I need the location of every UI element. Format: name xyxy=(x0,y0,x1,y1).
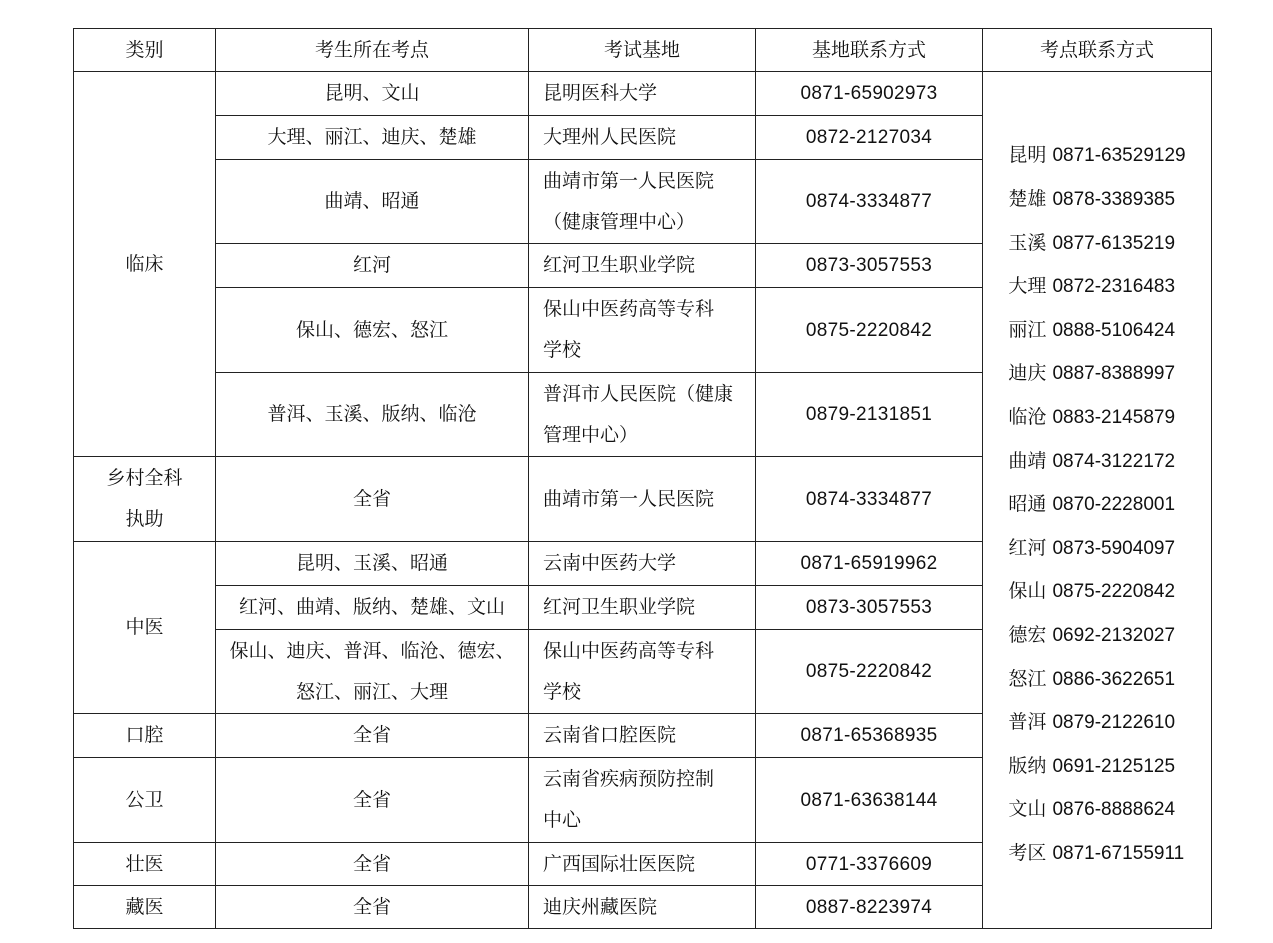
site-contact-phone: 0879-2122610 xyxy=(1052,712,1176,734)
base-phone-cell: 0871-65368935 xyxy=(756,714,983,758)
site-contact-phone: 0872-2316483 xyxy=(1052,276,1176,298)
site-contact-city: 保山 xyxy=(1008,580,1047,603)
header-base-contact: 基地联系方式 xyxy=(756,29,983,72)
base-phone-cell: 0875-2220842 xyxy=(756,630,983,714)
site-contact-line xyxy=(1008,701,1185,745)
category-line: 乡村全科 xyxy=(106,467,183,489)
site-contact-city: 文山 xyxy=(1008,798,1047,821)
site-contact-phone: 0887-8388997 xyxy=(1052,363,1176,385)
site-contact-city: 曲靖 xyxy=(1008,449,1047,472)
site-cell: 全省 xyxy=(216,714,529,758)
base-cell xyxy=(529,160,756,244)
site-cell: 曲靖、昭通 xyxy=(216,160,529,244)
site-contact-city: 玉溪 xyxy=(1008,231,1047,254)
site-cell: 保山、德宏、怒江 xyxy=(216,288,529,373)
header-site-contact: 考点联系方式 xyxy=(983,29,1212,72)
site-contact-city: 昭通 xyxy=(1008,493,1047,516)
category-cell: 藏医 xyxy=(74,886,216,929)
site-contact-phone: 0888-5106424 xyxy=(1052,319,1176,341)
site-cell: 昆明、文山 xyxy=(216,72,529,116)
site-contact-city: 楚雄 xyxy=(1008,188,1047,211)
base-phone-cell: 0873-3057553 xyxy=(756,244,983,288)
site-line: 怒江、丽江、大理 xyxy=(295,680,448,703)
site-contact-phone: 0878-3389385 xyxy=(1052,189,1176,211)
base-line: 管理中心） xyxy=(543,423,639,446)
site-cell: 大理、丽江、迪庆、楚雄 xyxy=(216,116,529,160)
site-contact-city: 德宏 xyxy=(1008,623,1047,646)
site-contact-line xyxy=(1008,396,1185,440)
site-contact-phone: 0883-2145879 xyxy=(1052,407,1176,429)
site-cell xyxy=(216,630,529,714)
site-contact-line xyxy=(1008,352,1185,396)
site-contact-city: 昆明 xyxy=(1008,144,1047,167)
base-cell: 大理州人民医院 xyxy=(529,116,756,160)
site-cell: 红河 xyxy=(216,244,529,288)
base-line: 中心 xyxy=(543,809,582,831)
base-cell: 云南省口腔医院 xyxy=(529,714,756,758)
site-contact-line xyxy=(1008,788,1185,832)
site-contact-phone: 0875-2220842 xyxy=(1052,581,1176,603)
site-contact-city: 版纳 xyxy=(1008,754,1047,777)
site-contact-line xyxy=(1008,440,1185,484)
site-contact-phone: 0873-5904097 xyxy=(1052,537,1176,559)
site-contact-line xyxy=(1008,527,1185,571)
site-contact-phone: 0871-67155911 xyxy=(1052,842,1185,864)
site-contact-city: 丽江 xyxy=(1008,318,1047,341)
site-contact-city: 大理 xyxy=(1008,275,1047,298)
category-cell: 公卫 xyxy=(74,758,216,843)
base-phone-cell: 0879-2131851 xyxy=(756,373,983,457)
site-line: 保山、迪庆、普洱、临沧、德宏、 xyxy=(229,639,515,662)
site-contact-line xyxy=(1008,570,1185,614)
site-contact-phone: 0877-6135219 xyxy=(1052,232,1176,254)
base-line: 保山中医药高等专科 xyxy=(543,298,715,320)
base-line: 学校 xyxy=(543,680,582,703)
site-contact-city: 迪庆 xyxy=(1008,362,1047,385)
base-phone-cell: 0887-8223974 xyxy=(756,886,983,929)
base-line: （健康管理中心） xyxy=(543,210,696,233)
base-line: 学校 xyxy=(543,339,582,361)
site-contact-line xyxy=(1008,178,1185,222)
site-contact-line xyxy=(1008,134,1185,178)
site-contact-phone: 0876-8888624 xyxy=(1052,799,1176,821)
site-contact-line xyxy=(1008,265,1185,309)
category-cell: 中医 xyxy=(74,542,216,714)
site-cell: 普洱、玉溪、版纳、临沧 xyxy=(216,373,529,457)
base-phone-cell: 0873-3057553 xyxy=(756,586,983,630)
site-contact-line xyxy=(1008,483,1185,527)
site-cell: 红河、曲靖、版纳、楚雄、文山 xyxy=(216,586,529,630)
base-cell xyxy=(529,758,756,843)
site-contact-city: 红河 xyxy=(1008,536,1047,559)
site-contact-phone: 0874-3122172 xyxy=(1052,450,1176,472)
site-cell: 全省 xyxy=(216,457,529,542)
site-contact-line xyxy=(1008,832,1185,876)
site-cell: 昆明、玉溪、昭通 xyxy=(216,542,529,586)
site-cell: 全省 xyxy=(216,843,529,886)
header-site: 考生所在考点 xyxy=(216,29,529,72)
base-phone-cell: 0874-3334877 xyxy=(756,457,983,542)
category-cell xyxy=(74,457,216,542)
base-cell xyxy=(529,373,756,457)
base-line: 保山中医药高等专科 xyxy=(543,639,715,662)
base-cell xyxy=(529,630,756,714)
site-contact-phone: 0691-2125125 xyxy=(1052,755,1176,777)
base-phone-cell: 0874-3334877 xyxy=(756,160,983,244)
base-cell: 云南中医药大学 xyxy=(529,542,756,586)
base-cell: 曲靖市第一人民医院 xyxy=(529,457,756,542)
base-phone-cell: 0871-65919962 xyxy=(756,542,983,586)
base-phone-cell: 0771-3376609 xyxy=(756,843,983,886)
base-line: 云南省疾病预防控制 xyxy=(543,768,715,790)
site-contact-city: 临沧 xyxy=(1008,406,1047,429)
site-contact-line xyxy=(1008,222,1185,266)
site-contact-phone: 0870-2228001 xyxy=(1052,494,1176,516)
base-cell: 红河卫生职业学院 xyxy=(529,244,756,288)
base-phone-cell: 0875-2220842 xyxy=(756,288,983,373)
base-line: 普洱市人民医院（健康 xyxy=(543,382,734,405)
base-phone-cell: 0871-65902973 xyxy=(756,72,983,116)
header-category: 类别 xyxy=(74,29,216,72)
site-contacts-cell xyxy=(983,72,1212,929)
exam-contact-table xyxy=(73,28,1212,929)
base-cell: 广西国际壮医医院 xyxy=(529,843,756,886)
site-contact-city: 怒江 xyxy=(1008,667,1047,690)
base-cell: 迪庆州藏医院 xyxy=(529,886,756,929)
site-contact-city: 普洱 xyxy=(1008,711,1047,734)
base-phone-cell: 0871-63638144 xyxy=(756,758,983,843)
category-cell: 口腔 xyxy=(74,714,216,758)
category-cell: 壮医 xyxy=(74,843,216,886)
site-contact-phone: 0886-3622651 xyxy=(1052,668,1176,690)
site-contact-line xyxy=(1008,658,1185,702)
base-phone-cell: 0872-2127034 xyxy=(756,116,983,160)
site-contact-line xyxy=(1008,745,1185,789)
header-row xyxy=(74,29,1212,72)
base-cell: 昆明医科大学 xyxy=(529,72,756,116)
site-cell: 全省 xyxy=(216,886,529,929)
site-contact-line xyxy=(1008,614,1185,658)
site-contact-phone: 0692-2132027 xyxy=(1052,624,1176,646)
site-contact-phone: 0871-63529129 xyxy=(1052,145,1186,167)
site-contact-line xyxy=(1008,309,1185,353)
site-contacts-list xyxy=(1008,124,1185,875)
base-line: 曲靖市第一人民医院 xyxy=(543,169,715,192)
category-line: 执助 xyxy=(125,508,164,530)
site-cell: 全省 xyxy=(216,758,529,843)
base-cell xyxy=(529,288,756,373)
table-row xyxy=(74,72,1212,116)
site-contact-city: 考区 xyxy=(1008,841,1047,864)
base-cell: 红河卫生职业学院 xyxy=(529,586,756,630)
header-base: 考试基地 xyxy=(529,29,756,72)
category-cell: 临床 xyxy=(74,72,216,457)
